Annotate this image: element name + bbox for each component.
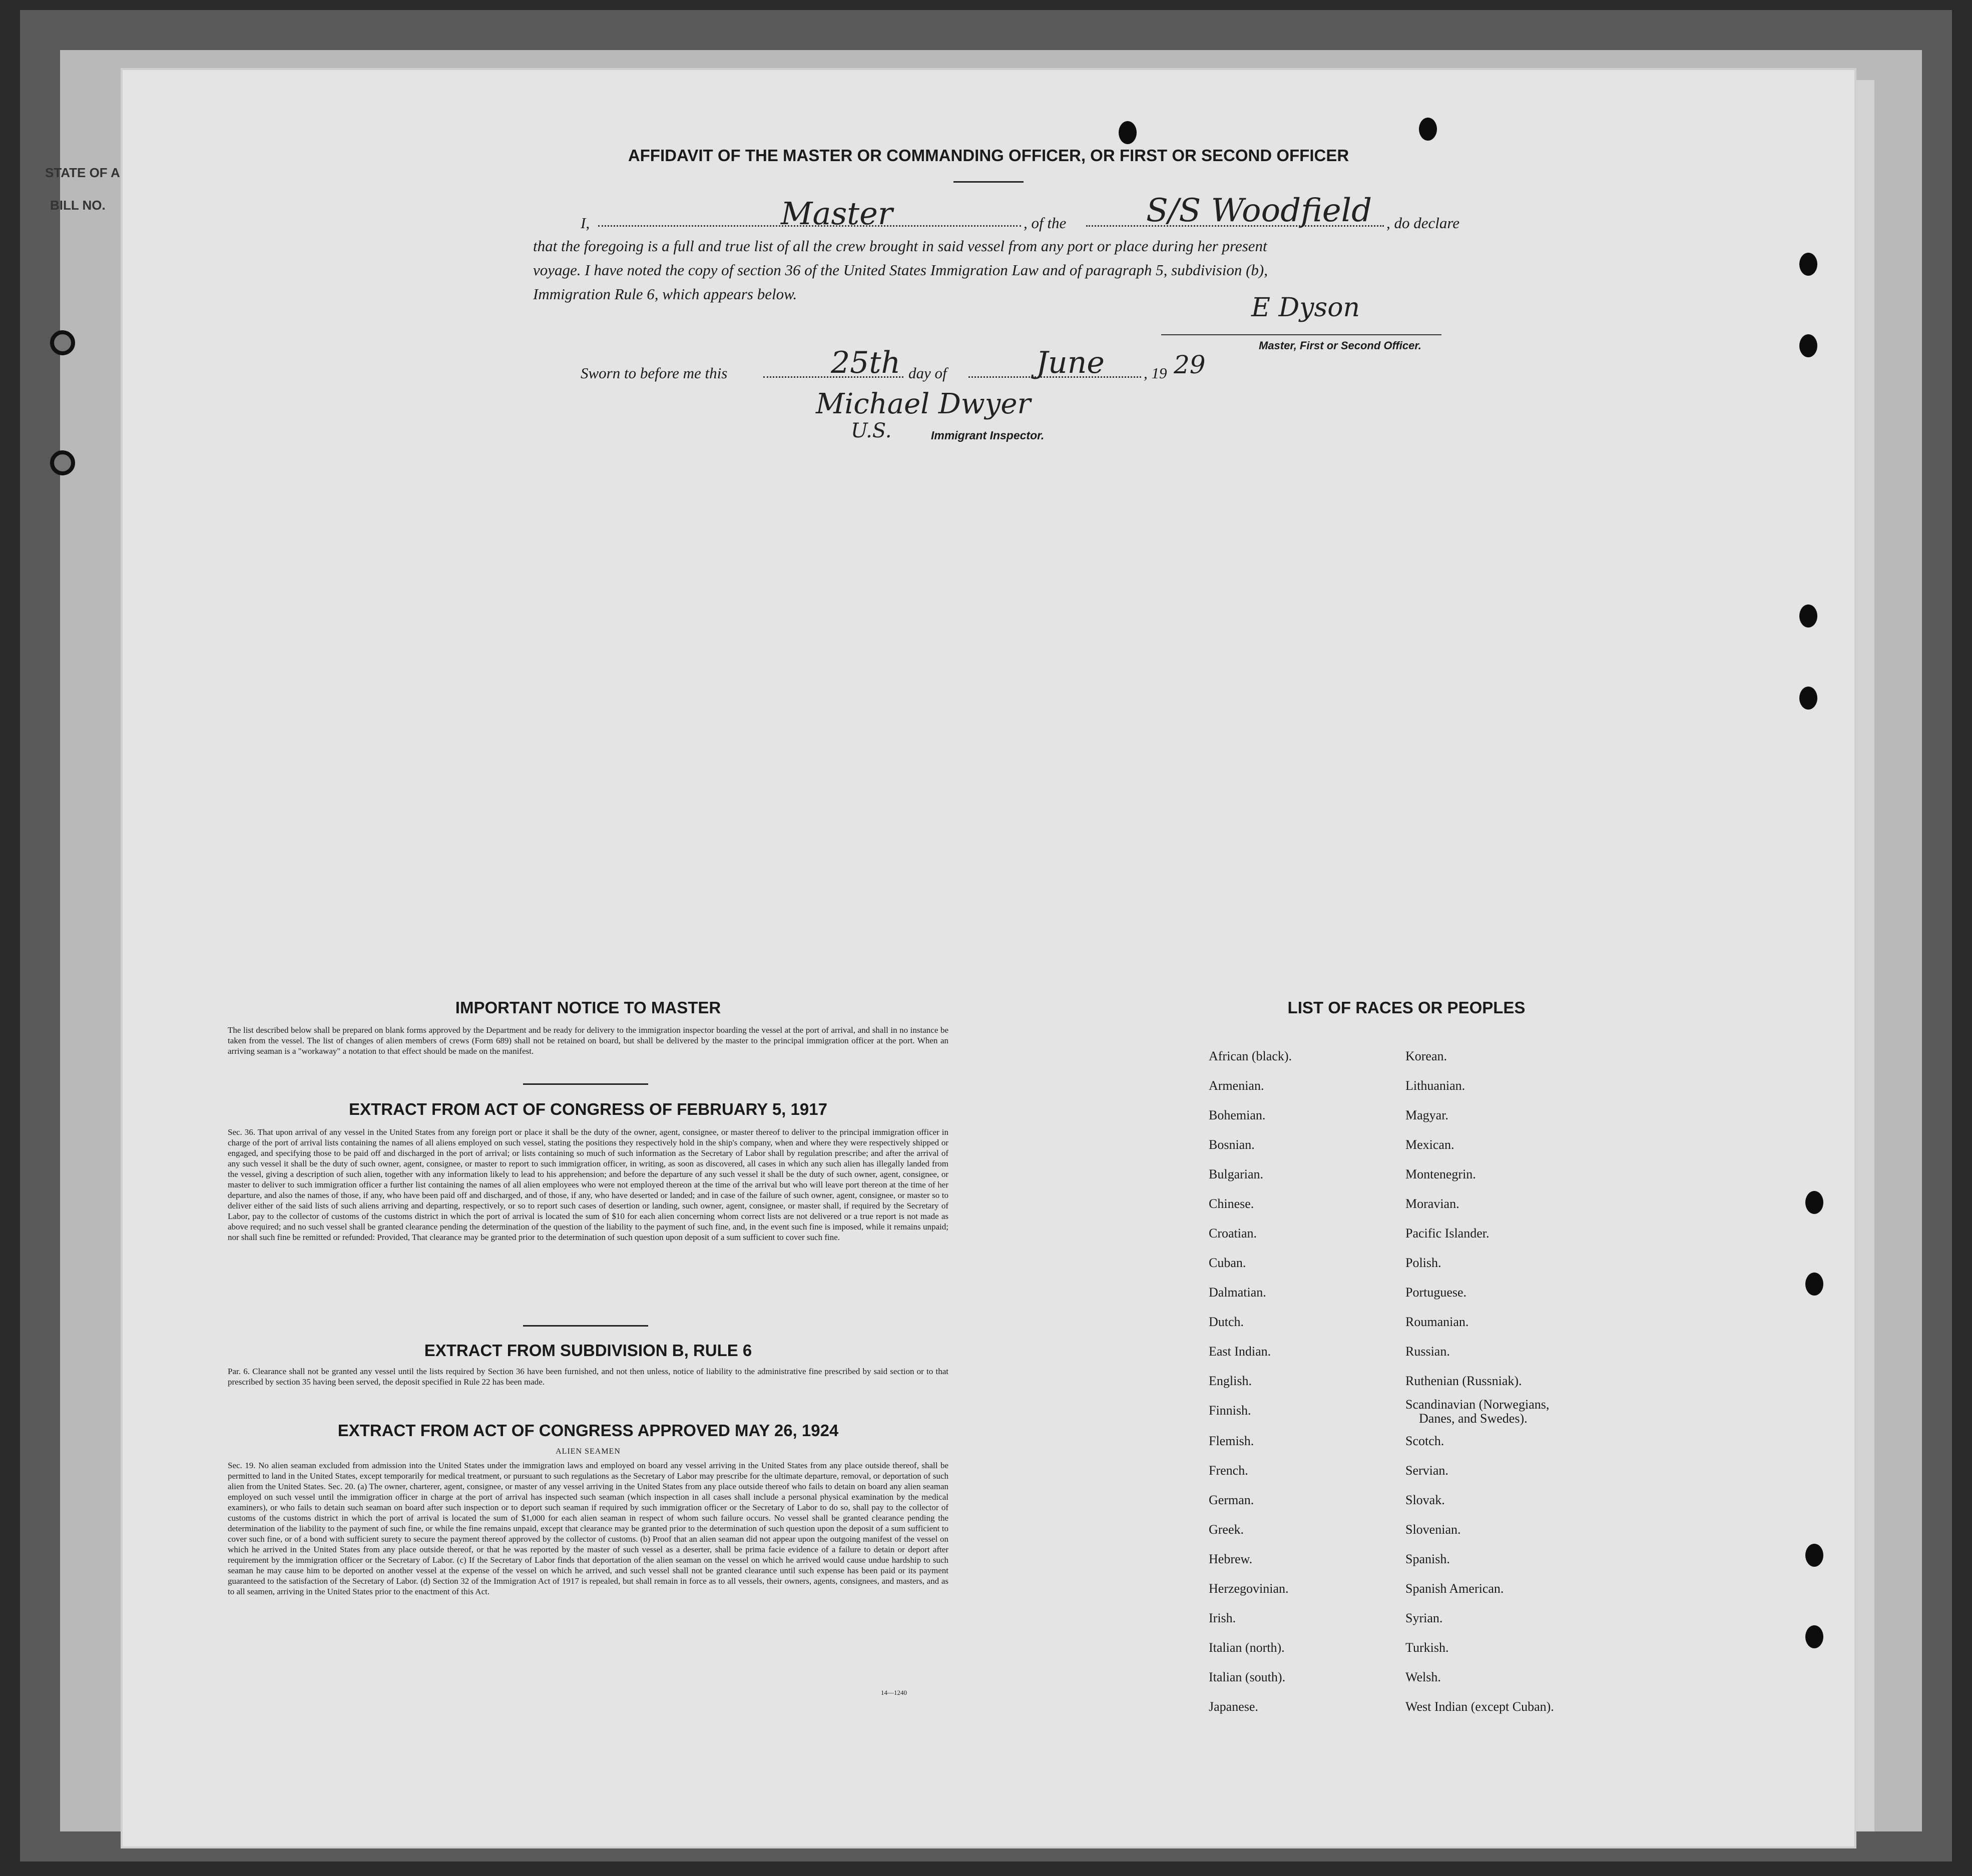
race-item: Japanese. (1209, 1699, 1258, 1714)
day-of-label: day of (908, 364, 947, 382)
punch-hole (1805, 1191, 1823, 1214)
affidavit-body-line-3: Immigration Rule 6, which appears below. (533, 285, 797, 303)
page-edge (1854, 80, 1874, 1831)
punch-hole (1799, 687, 1817, 710)
race-item: Herzegovinian. (1209, 1581, 1289, 1596)
race-item: Bosnian. (1209, 1137, 1255, 1152)
race-item: Servian. (1405, 1463, 1448, 1478)
race-item: Magyar. (1405, 1108, 1448, 1122)
race-item: Scandinavian (Norwegians, (1405, 1397, 1550, 1412)
officer-signature-line (1161, 334, 1441, 335)
race-item: Dalmatian. (1209, 1285, 1266, 1300)
race-item: Spanish American. (1405, 1581, 1504, 1596)
races-title: LIST OF RACES OR PEOPLES (1287, 998, 1526, 1017)
race-item: Finnish. (1209, 1403, 1251, 1418)
sworn-label: Sworn to before me this (581, 364, 728, 382)
race-item: Armenian. (1209, 1078, 1264, 1093)
day-handwritten: 25th (831, 345, 901, 380)
section-divider (523, 1325, 648, 1327)
race-item: Mexican. (1405, 1137, 1454, 1152)
race-item: English. (1209, 1374, 1252, 1388)
binder-ring (50, 330, 75, 355)
notice-title: IMPORTANT NOTICE TO MASTER (455, 998, 721, 1017)
race-item: Korean. (1405, 1049, 1447, 1063)
extract-1917-text: Sec. 36. That upon arrival of any vessel in the United States from any foreign port or place it shall be the duty of the owner, agent, consignee, or master thereof to deliver to the principal immigration officer in charge of the port of arrival lists containing the names of all aliens employed on such vessel, stating the positions they respectively hold in the ship's company, when and where they were respectively shipped or engaged, and specifying those to be paid off and discharged in the port of arrival; or lists containing so much of such information as the Secretary of Labor shall by regulation prescribe; and after the arrival of any such vessel it shall be the duty of such owner, agent, consignee, or master to report to such immigration officer, in writing, as soon as discovered, all cases in which any such alien has illegally landed from the vessel, giving a description of such alien, together with any information likely to lead to his apprehension; and before the departure of any such vessel it shall be the duty of such owner, agent, consignee, or master to deliver to such immigration officer a further list containing the names of all alien employees who were not employed thereon at the time of the arrival but who will leave port thereon at the time of her departure, and also the names of those, if any, who have been paid off and discharged, and of those, if any, who have deserted or landed; and in case of the failure of such owner, agent, consignee, or master so to deliver either of the said lists of such aliens arriving and departing, respectively, or so to report such cases of desertion or landing, such owner, agent, consignee, or master shall, if required by the Secretary of Labor, pay to the collector of customs of the customs district in which the port of arrival is located the sum of $10 for each alien concerning whom correct lists are not delivered or a true report is not made as above required; and no such vessel shall be granted clearance pending the determination of the question of the liability to the payment of such fine, and, in the event such fine is imposed, while it remains unpaid; nor shall such fine be remitted or refunded: Provided, That clearance may be granted prior to the determination of such question upon deposit of a sum sufficient to cover such fine. (228, 1127, 948, 1242)
back-bill-label: BILL NO. (50, 198, 106, 213)
race-item: Hebrew. (1209, 1552, 1253, 1566)
race-item: Irish. (1209, 1611, 1236, 1625)
race-item: Russian. (1405, 1344, 1450, 1359)
race-item: Dutch. (1209, 1315, 1244, 1329)
extract-rule6-title: EXTRACT FROM SUBDIVISION B, RULE 6 (424, 1341, 752, 1360)
officer-caption: Master, First or Second Officer. (1259, 339, 1421, 352)
race-item: Italian (south). (1209, 1670, 1286, 1684)
race-item: Bohemian. (1209, 1108, 1266, 1122)
race-item: Roumanian. (1405, 1315, 1469, 1329)
race-item: Italian (north). (1209, 1640, 1285, 1655)
inspector-caption: Immigrant Inspector. (931, 429, 1045, 442)
race-item: Ruthenian (Russniak). (1405, 1374, 1522, 1388)
race-item: West Indian (except Cuban). (1405, 1699, 1554, 1714)
inspector-prefix: U.S. (851, 419, 892, 442)
race-item: African (black). (1209, 1049, 1292, 1063)
race-item: Montenegrin. (1405, 1167, 1476, 1181)
race-item: Cuban. (1209, 1256, 1246, 1270)
race-item: Bulgarian. (1209, 1167, 1264, 1181)
year-handwritten: 29 (1174, 350, 1206, 379)
punch-hole (1799, 253, 1817, 276)
extract-1917-title: EXTRACT FROM ACT OF CONGRESS OF FEBRUARY 5, 1917 (349, 1100, 827, 1118)
back-state-label: STATE OF A (45, 165, 120, 180)
race-item: German. (1209, 1493, 1254, 1507)
affidavit-title: AFFIDAVIT OF THE MASTER OR COMMANDING OFFICER, OR FIRST OR SECOND OFFICER (628, 146, 1349, 165)
race-item: French. (1209, 1463, 1248, 1478)
inspector-signature: Michael Dwyer (816, 388, 1031, 420)
affidavit-body-line-1: that the foregoing is a full and true list of all the crew brought in said vessel from any port or place during her present (533, 237, 1267, 255)
of-the-label: , of the (1024, 214, 1067, 232)
extract-rule6-text: Par. 6. Clearance shall not be granted any vessel until the lists required by Section 36 have been furnished, and not then unless, notice of liability to the administrative fine prescribed by said section or to that prescribed by section 35 having been served, the deposit specified in Rule 22 has been made. (228, 1367, 948, 1387)
race-item: Greek. (1209, 1522, 1244, 1537)
race-item: Spanish. (1405, 1552, 1450, 1566)
officer-signature: E Dyson (1251, 293, 1360, 323)
race-item: Lithuanian. (1405, 1078, 1465, 1093)
race-item: East Indian. (1209, 1344, 1271, 1359)
vessel-handwritten: S/S Woodfield (1146, 192, 1372, 229)
affidavit-body-line-2: voyage. I have noted the copy of section 36 of the United States Immigration Law and of paragraph 5, subdivision (b), (533, 261, 1268, 279)
race-item: Polish. (1405, 1256, 1441, 1270)
affidavit-i-label: I, (581, 214, 590, 232)
year-prefix: , 19 (1144, 364, 1167, 382)
race-item: Flemish. (1209, 1434, 1254, 1448)
form-number: 14—1240 (881, 1689, 907, 1696)
do-declare-label: , do declare (1386, 214, 1460, 232)
punch-hole (1805, 1273, 1823, 1296)
race-item: Portuguese. (1405, 1285, 1467, 1300)
title-divider (953, 181, 1024, 183)
race-item: Chinese. (1209, 1196, 1254, 1211)
punch-hole (1419, 118, 1437, 141)
race-item: Welsh. (1405, 1670, 1441, 1684)
race-item: Croatian. (1209, 1226, 1257, 1240)
race-item: Syrian. (1405, 1611, 1443, 1625)
punch-hole (1805, 1544, 1823, 1567)
punch-hole (1799, 604, 1817, 628)
binder-ring (50, 450, 75, 475)
race-item-continuation: Danes, and Swedes). (1419, 1411, 1528, 1426)
section-divider (523, 1083, 648, 1085)
race-item: Scotch. (1405, 1434, 1444, 1448)
month-handwritten: June (1036, 345, 1105, 380)
extract-1924-title: EXTRACT FROM ACT OF CONGRESS APPROVED MAY 26, 1924 (337, 1421, 839, 1440)
punch-hole (1805, 1625, 1823, 1648)
notice-text: The list described below shall be prepared on blank forms approved by the Department and be ready for delivery to the immigration inspector boarding the vessel at the port of arrival, and shall in no instance be taken from the vessel. The list of changes of alien members of crews (Form 689) shall not be retained on board, but shall be delivered by the master to the principal immigration officer at the port. When an arriving seaman is a "workaway" a notation to that effect should be made on the manifest. (228, 1025, 948, 1056)
extract-1924-text: Sec. 19. No alien seaman excluded from admission into the United States under the immigration laws and employed on board any vessel arriving in the United States from any place outside thereof, shall be permitted to land in the United States, except temporarily for medical treatment, or pursuant to such regulations as the Secretary of Labor may prescribe for the ultimate departure, removal, or deportation of such alien from the United States. Sec. 20. (a) The owner, charterer, agent, consignee, or master of any vessel arriving in the United States from any place outside thereof who fails to detain on board any alien seaman employed on such vessel until the immigration officer in charge at the port of arrival has inspected such seaman (which inspection in all cases shall include a personal physical examination by the medical examiners), or who fails to detain such seaman on board after such inspection or to deport such seaman if required by such immigration officer or the Secretary of Labor to do so, shall pay to the collector of customs of the customs district in which the port of arrival is located the sum of $1,000 for each alien seaman in respect of whom such failure occurs. No vessel shall be granted clearance pending the determination of the liability to the payment of such fine, or while the fine remains unpaid, except that clearance may be granted prior to the determination of such question upon the deposit of a sum sufficient to cover such fine, or of a bond with sufficient surety to secure the payment thereof approved by the collector of customs. (b) Proof that an alien seaman did not appear upon the outgoing manifest of the vessel on which he arrived in the United States from any place outside thereof, or that he was reported by the master of such vessel as a deserter, shall be prima facie evidence of a failure to detain or deport after requirement by the immigration officer or the Secretary of Labor. (c) If the Secretary of Labor finds that deportation of the alien seaman on the vessel on which he arrived would cause undue hardship to such seaman he may cause him to be deported on another vessel at the expense of the vessel on which he arrived, and such vessel shall not be granted clearance until such expense has been paid or its payment guaranteed to the satisfaction of the Secretary of Labor. (d) Section 32 of the Immigration Act of 1917 is repealed, but shall remain in force as to all vessels, their owners, agents, consignees, and masters, and as to all seamen, arriving in the United States prior to the enactment of this Act. (228, 1461, 948, 1596)
punch-hole (1799, 334, 1817, 357)
extract-1924-subtitle: ALIEN SEAMEN (556, 1447, 621, 1456)
rank-handwritten: Master (781, 195, 893, 232)
race-item: Pacific Islander. (1405, 1226, 1490, 1240)
race-item: Slovenian. (1405, 1522, 1461, 1537)
race-item: Moravian. (1405, 1196, 1459, 1211)
race-item: Turkish. (1405, 1640, 1449, 1655)
punch-hole (1119, 121, 1137, 144)
race-item: Slovak. (1405, 1493, 1445, 1507)
